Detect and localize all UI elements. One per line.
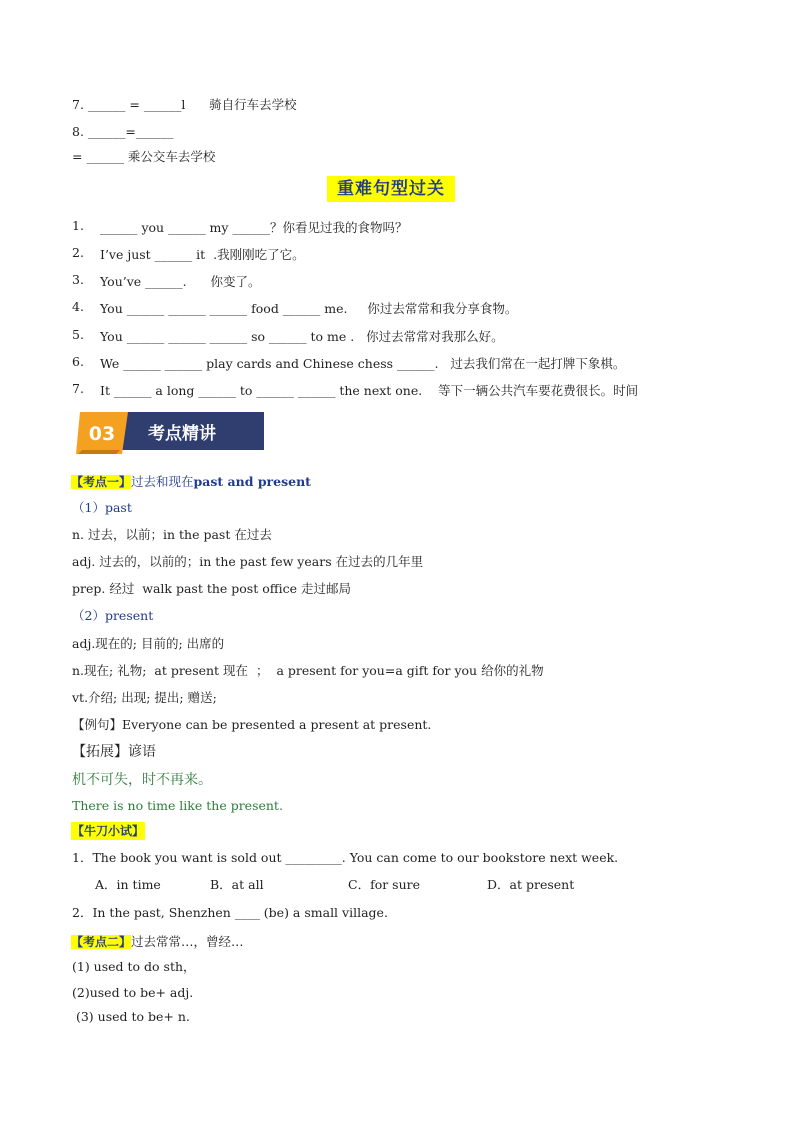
key-sentences-banner <box>327 176 455 202</box>
sentence-number: 5. <box>72 327 84 342</box>
sentence-text: ______ you ______ my ______？你看见过我的食物吗？ <box>100 220 408 235</box>
sentence-number: 2. <box>72 245 84 260</box>
top-line-8: 8. ______=______ <box>72 124 174 139</box>
sentence-text: You’ve ______. 你变了。 <box>100 274 261 289</box>
present-line: n.现在; 礼物; at present 现在 ； a present for you=a gift for you 给你的礼物 <box>72 663 544 678</box>
sentence-text: It ______ a long ______ to ______ ______ the next one. 等下一辆公共汽车要花费很长。时间 <box>100 383 639 398</box>
top-line-7: 7. ______ = ______l 骑自行车去学校 <box>72 97 297 112</box>
present-example: 【例句】Everyone can be presented a present at present. <box>72 717 432 732</box>
past-line: prep. 经过 walk past the post office 走过邮局 <box>72 581 351 596</box>
sentence-text: You ______ ______ ______ food ______ me. 你过去常常和我分享食物。 <box>100 301 518 316</box>
kp1-title-cn: 过去和现在 <box>131 474 194 489</box>
quiz-q1: 1．The book you want is sold out _________. You can come to our bookstore next week. <box>72 850 619 865</box>
sentence-number: 1. <box>72 218 84 233</box>
quiz-tag: 【牛刀小试】 <box>72 824 145 838</box>
present-extension: 【拓展】谚语 <box>72 744 156 760</box>
sentence-text: You ______ ______ ______ so ______ to me . 你过去常常对我那么好。 <box>100 329 504 344</box>
option-c: C．for sure <box>348 877 421 892</box>
section-title: 考点精讲 <box>148 424 216 444</box>
kp1-tag: 【考点一】 <box>71 475 132 489</box>
kp1-heading <box>71 472 311 490</box>
kp1-title-en: past and present <box>193 474 311 489</box>
banner-title: 重难句型过关 <box>337 179 445 199</box>
kp2-tag: 【考点二】 <box>71 935 132 949</box>
sentence-number: 3. <box>72 272 84 287</box>
sentence-number: 7. <box>72 381 84 396</box>
past-line: adj. 过去的，以前的；in the past few years 在过去的几年里 <box>72 554 424 569</box>
past-heading: （1）past <box>72 500 132 515</box>
section-header <box>76 408 266 456</box>
option-a: A．in time <box>95 877 161 892</box>
proverb-cn: 机不可失，时不再来。 <box>72 772 212 788</box>
proverb-en: There is no time like the present. <box>72 798 283 813</box>
sentence-text: I’ve just ______ it .我刚刚吃了它。 <box>100 247 305 262</box>
kp2-line: (2)used to be+ adj. <box>72 985 194 1000</box>
kp2-line: (3) used to be+ n. <box>72 1009 190 1024</box>
quiz-tag-box <box>71 822 145 840</box>
sentence-number: 6. <box>72 354 84 369</box>
past-line: n. 过去，以前；in the past 在过去 <box>72 527 272 542</box>
kp2-line: (1) used to do sth， <box>72 959 196 974</box>
option-d: D．at present <box>487 877 575 892</box>
option-b: B．at all <box>210 877 264 892</box>
sentence-number: 4. <box>72 299 84 314</box>
present-line: adj.现在的; 目前的; 出席的 <box>72 636 225 651</box>
present-line: vt.介绍; 出现; 提出; 赠送; <box>72 690 217 705</box>
kp2-title: 过去常常…，曾经… <box>131 934 244 949</box>
sentence-text: We ______ ______ play cards and Chinese chess ______. 过去我们常在一起打牌下象棋。 <box>100 356 626 371</box>
kp2-heading <box>71 932 244 950</box>
top-line-bus: = ______ 乘公交车去学校 <box>72 149 216 164</box>
section-number: 03 <box>88 423 116 445</box>
quiz-q2: 2．In the past, Shenzhen ____ (be) a small village. <box>72 905 388 920</box>
present-heading: （2）present <box>72 608 154 623</box>
